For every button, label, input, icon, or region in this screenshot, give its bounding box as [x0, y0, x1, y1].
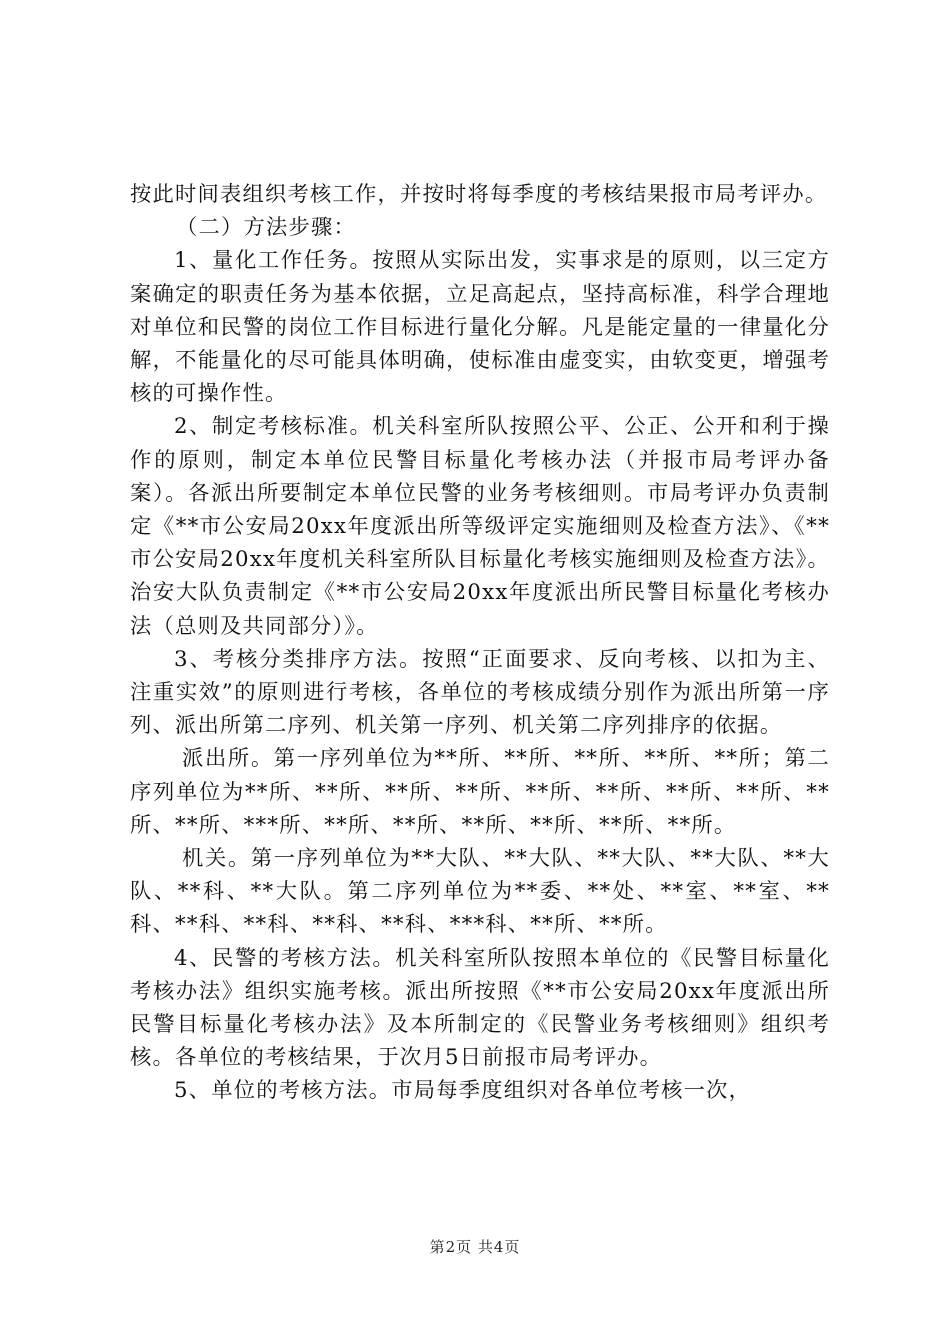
page-number: 第2页 共4页: [429, 1238, 521, 1256]
paragraph-step-2: 2、制定考核标准。机关科室所队按照公平、公正、公开和利于操作的原则，制定本单位民警目标量化考核办法（并报市局考评办备案）。各派出所要制定本单位民警的业务考核细则。市局考评办负责制定《**市公安局20xx年度派出所等级评定实施细则及检查方法》、《**市公安局20xx年度机关科室所队目标量化考核实施细则及检查方法》。治安大队负责制定《**市公安局20xx年度派出所民警目标量化考核办法（总则及共同部分）》。: [130, 414, 830, 639]
section-heading-methods: （二）方法步骤：: [176, 215, 356, 241]
paragraph-step-1: 1、量化工作任务。按照从实际出发，实事求是的原则，以三定方案确定的职责任务为基本依据，立足高起点，坚持高标准，科学合理地对单位和民警的岗位工作目标进行量化分解。凡是能定量的一律量化分解，不能量化的尽可能具体明确，使标准由虚变实，由软变更，增强考核的可操作性。: [130, 248, 830, 407]
paragraph-step-5: 5、单位的考核方法。市局每季度组织对各单位考核一次，: [174, 1078, 752, 1104]
paragraph-police-stations: 派出所。第一序列单位为**所、**所、**所、**所、**所；第二序列单位为**所、**所、**所、**所、**所、**所、**所、**所、**所、**所、***所、**所、**所、**所、**所、**所、**所。: [130, 746, 830, 838]
paragraph-step-3: 3、考核分类排序方法。按照“正面要求、反向考核、以扣为主、注重实效”的原则进行考核，各单位的考核成绩分别作为派出所第一序列、派出所第二序列、机关第一序列、机关第二序列排序的依据。: [130, 646, 830, 739]
paragraph-departments: 机关。第一序列单位为**大队、**大队、**大队、**大队、**大队、**科、**大队。第二序列单位为**委、**处、**室、**室、**科、**科、**科、**科、**科、***科、**所、**所。: [130, 846, 830, 938]
paragraph-schedule-continuation: 按此时间表组织考核工作，并按时将每季度的考核结果报市局考评办。: [130, 182, 828, 207]
document-body: [130, 178, 830, 1108]
paragraph-step-4: 4、民警的考核方法。机关科室所队按照本单位的《民警目标量化考核办法》组织实施考核。派出所按照《**市公安局20xx年度派出所民警目标量化考核办法》及本所制定的《民警业务考核细则》组织考核。各单位的考核结果，于次月5日前报市局考评办。: [130, 945, 830, 1071]
